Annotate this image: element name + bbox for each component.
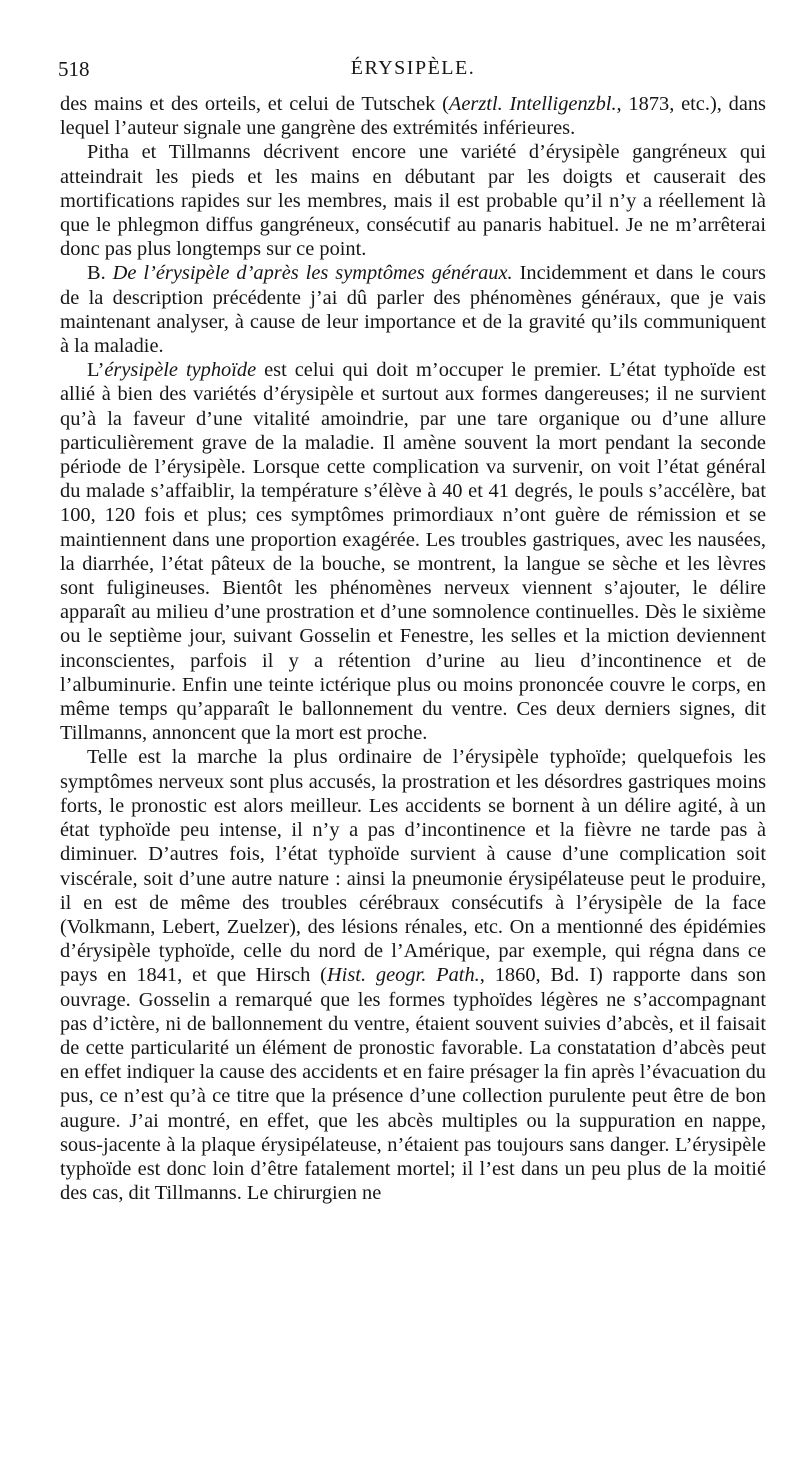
text-run: L’ (87, 359, 105, 382)
paragraph (60, 358, 766, 745)
paragraph (60, 745, 766, 1205)
body-text (60, 92, 766, 1205)
text-run: est celui qui doit m’occuper le premier. L’état typhoïde est allié à bien des variétés d’érysipèle et surtout aux formes dangereuses; il ne survient qu’à la faveur d’une vitalité amoindrie, par une tare organique ou d’une allure particulièrement grave de la maladie. Il amène souvent la mort pendant la seconde période de l’érysipèle. Lorsque cette complication va survenir, on voit l’état général du malade s’affaiblir, la température s’élève à 40 et 41 degrés, le pouls s’accélère, bat 100, 120 fois et plus; ces symptômes primordiaux n’ont guère de rémission et se maintiennent dans une proportion exagérée. Les troubles gastriques, avec les nausées, la diarrhée, l’état pâteux de la bouche, se montrent, la langue se sèche et les lèvres sont fuligineuses. Bientôt les phénomènes nerveux viennent s’ajouter, le délire apparaît au milieu d’une prostration et d’une somnolence continuelles. Dès le sixième ou le septième jour, suivant Gosselin et Fenestre, les selles et la miction deviennent inconscientes, parfois il y a rétention d’urine au lieu d’incontinence et de l’albuminurie. Enfin une teinte ictérique plus ou moins prononcée couvre le corps, en même temps qu’apparaît le ballonnement du ventre. Ces deux derniers signes, dit Tillmanns, annoncent que la mort est proche. (60, 359, 766, 745)
italic-text: érysipèle typhoïde (104, 359, 257, 382)
text-run: , 1873, etc.), dans lequel l’auteur signale une gangrène des extrémités inférieures. (60, 93, 766, 140)
text-run: , 1860, Bd. I) rapporte dans son ouvrage. Gosselin a remarqué que les formes typhoïdes légères ne s’accompagnant pas d’ictère, ni de ballonnement du ventre, étaient souvent suivies d’abcès, et il faisait de cette particularité un élément de pronostic favorable. La constatation d’abcès peut en effet indiquer la cause des accidents et en faire présager la fin après l’évacuation du pus, ce n’est qu’à ce titre que la présence d’une collection purulente peut être de bon augure. J’ai montré, en effet, que les abcès multiples ou la suppuration en nappe, sous-jacente à la plaque érysipélateuse, n’étaient pas toujours sans danger. L’érysipèle typhoïde est donc loin d’être fatalement mortel; il l’est dans un peu plus de la moitié des cas, dit Tillmanns. Le chirurgien ne (60, 964, 766, 1205)
text-run: Telle est la marche la plus ordinaire de l’érysipèle typhoïde; quelquefois les symptômes nerveux sont plus accusés, la prostration et les désordres gastriques moins forts, le pronostic est alors meilleur. Les accidents se bornent à un délire agité, à un état typhoïde peu intense, il n’y a pas d’incontinence et la fièvre ne tarde pas à diminuer. D’autres fois, l’état typhoïde survient à cause d’une complication soit viscérale, soit d’une autre nature : ainsi la pneumonie érysipélateuse peut le produire, il en est de même des troubles cérébraux consécutifs à l’érysipèle de la face (Volkmann, Lebert, Zuelzer), des lésions rénales, etc. On a mentionné des épidémies d’érysipèle typhoïde, celle du nord de l’Amérique, par exemple, qui régna dans ce pays en 1841, et que Hirsch ( (60, 746, 766, 987)
text-run: Pitha et Tillmanns décrivent encore une variété d’érysipèle gangréneux qui atteindrait les pieds et les mains en débutant par les doigts et causerait des mortifications rapides sur les membres, mais il est probable qu’il n’y a réellement là que le phlegmon diffus gangréneux, consécutif au panaris habituel. Je ne m’arrêterai donc pas plus longtemps sur ce point. (60, 141, 766, 261)
paragraph (60, 140, 766, 261)
italic-text: Aerztl. Intelligenzbl. (448, 93, 617, 115)
italic-text: Hist. geogr. Path. (326, 964, 480, 987)
page-number: 518 (58, 57, 90, 81)
running-title: ÉRYSIPÈLE. (350, 57, 476, 79)
page-header (58, 57, 768, 87)
paragraph (60, 92, 766, 140)
text-run: des mains et des orteils, et celui de Tutschek ( (60, 93, 449, 115)
text-run: B. (87, 262, 113, 285)
text-run: Incidemment et dans le cours de la description précédente j’ai dû parler des phénomènes généraux, que je vais maintenant analyser, à cause de leur importance et de la gravité qu’ils communiquent à la maladie. (60, 262, 766, 358)
paragraph (60, 261, 766, 358)
italic-text: De l’érysipèle d’après les symptômes généraux. (112, 262, 513, 285)
bottom-margin (0, 1428, 800, 1448)
